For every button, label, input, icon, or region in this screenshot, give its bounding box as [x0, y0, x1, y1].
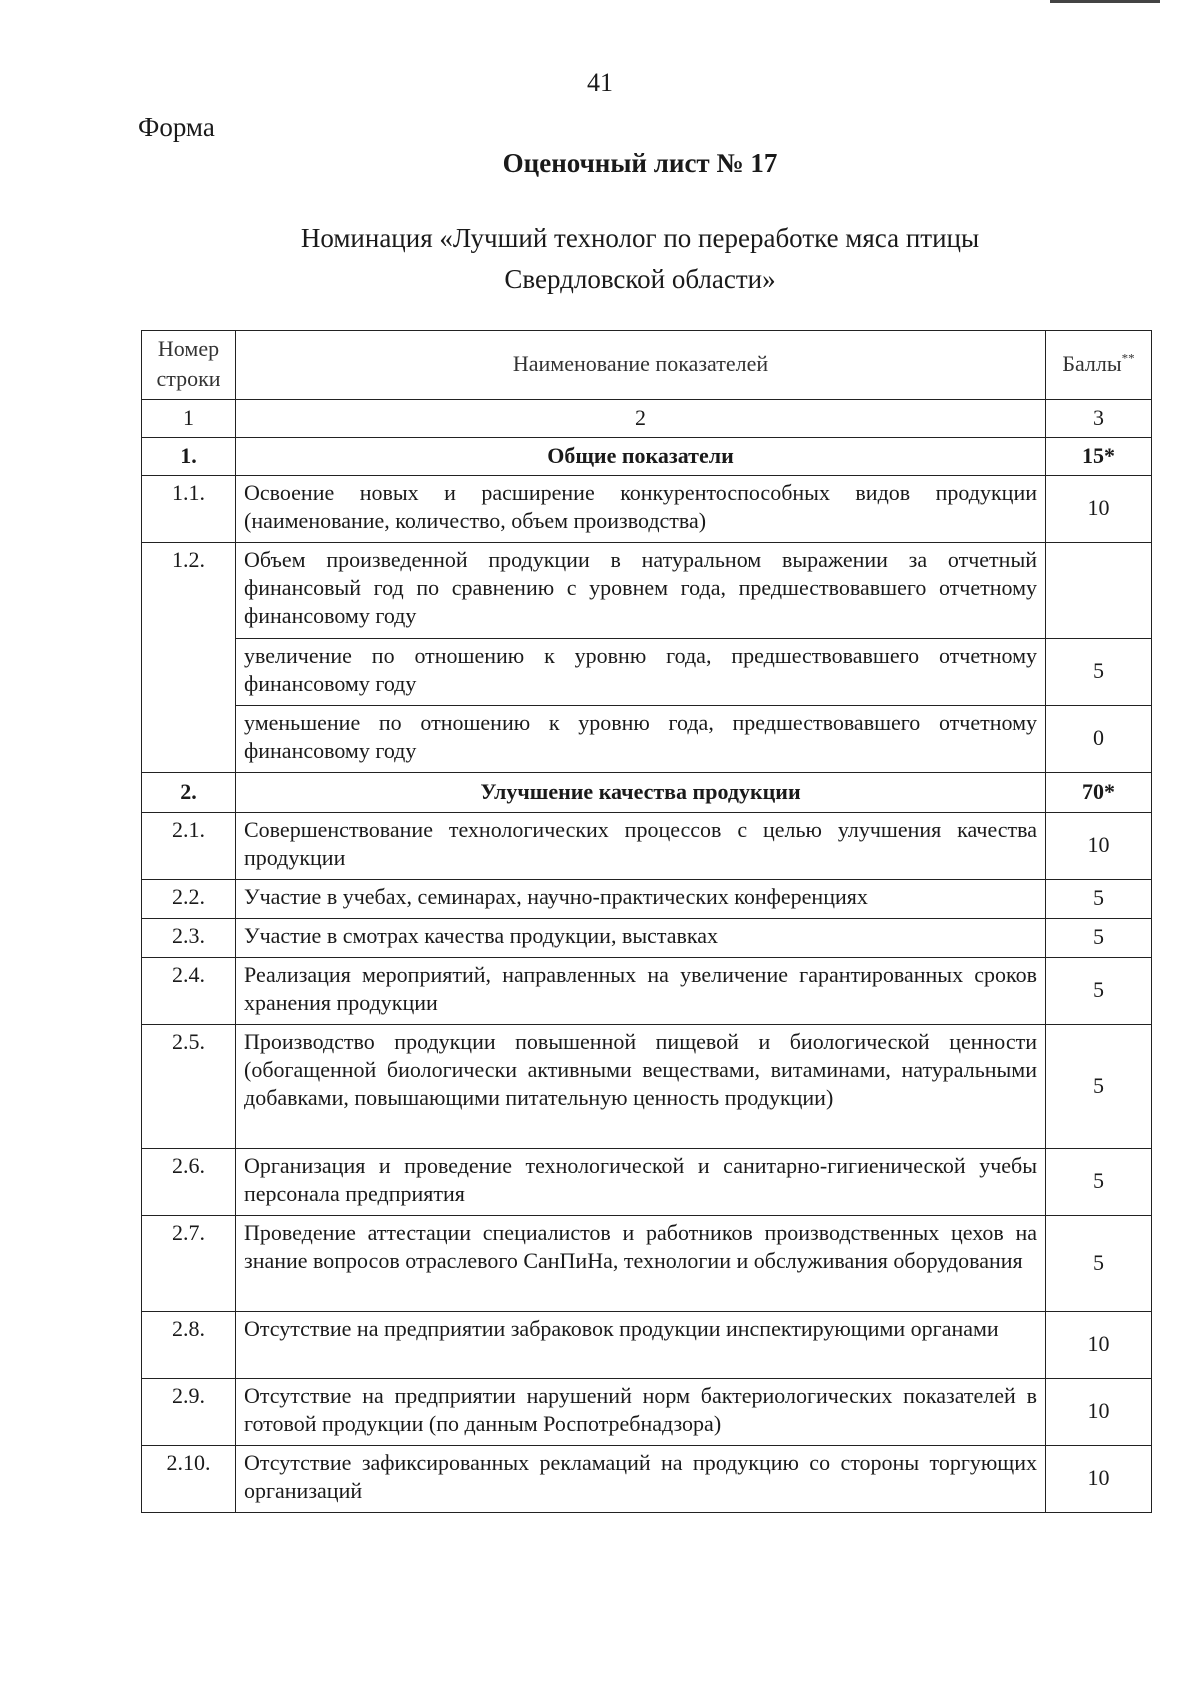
indicator-score: 5 [1046, 639, 1152, 706]
indicator-score: 10 [1046, 1312, 1152, 1379]
section-row [142, 438, 1152, 476]
indicator-name: Производство продукции повышенной пищевой и биологической ценности (обогащенной биологически активными веществами, витаминами, натуральными добавками, повышающими питательную ценность продукции) [236, 1025, 1046, 1149]
indicator-score: 0 [1046, 706, 1152, 773]
indicator-name: Участие в учебах, семинарах, научно-практических конференциях [236, 880, 1046, 919]
table-row [142, 919, 1152, 958]
row-number: 2.2. [142, 880, 236, 919]
column-index-row [142, 400, 1152, 438]
table-row [142, 1216, 1152, 1312]
indicator-score: 5 [1046, 958, 1152, 1025]
row-number: 2.10. [142, 1446, 236, 1513]
section-max-score: 15* [1046, 438, 1152, 476]
indicator-score: 10 [1046, 476, 1152, 543]
row-number: 1.2. [142, 543, 236, 773]
section-title: Общие показатели [236, 438, 1046, 476]
scan-edge-mark [1050, 0, 1160, 3]
table-row [142, 1312, 1152, 1379]
section-max-score: 70* [1046, 773, 1152, 813]
table-row [142, 880, 1152, 919]
indicator-option: увеличение по отношению к уровню года, предшествовавшего отчетному финансовому году [236, 639, 1046, 706]
row-number: 2.3. [142, 919, 236, 958]
indicator-name: Совершенствование технологических процессов с целью улучшения качества продукции [236, 813, 1046, 880]
header-row-number: Номер строки [142, 331, 236, 400]
indicator-score: 10 [1046, 813, 1152, 880]
column-index-2: 2 [236, 400, 1046, 438]
document-title: Оценочный лист № 17 [502, 148, 778, 178]
indicator-score-empty [1046, 543, 1152, 639]
section-number: 2. [142, 773, 236, 813]
row-number: 2.7. [142, 1216, 236, 1312]
header-score-label: Баллы [1062, 351, 1122, 376]
indicator-score: 10 [1046, 1446, 1152, 1513]
table-header-row [142, 331, 1152, 400]
header-score-footnote: ** [1121, 350, 1135, 366]
table-row [142, 813, 1152, 880]
indicator-name: Объем произведенной продукции в натуральном выражении за отчетный финансовый год по сравнению с уровнем года, предшествовавшего отчетному финансовому году [236, 543, 1046, 639]
nomination-heading [0, 218, 1200, 300]
row-number: 2.8. [142, 1312, 236, 1379]
indicator-name: Отсутствие на предприятии нарушений норм бактериологических показателей в готовой продукции (по данным Роспотребнадзора) [236, 1379, 1046, 1446]
table-row [142, 1446, 1152, 1513]
indicator-score: 5 [1046, 919, 1152, 958]
column-index-3: 3 [1046, 400, 1152, 438]
indicator-name: Реализация мероприятий, направленных на увеличение гарантированных сроков хранения продукции [236, 958, 1046, 1025]
header-indicator-name: Наименование показателей [236, 331, 1046, 400]
table-subrow [142, 639, 1152, 706]
score-table [141, 330, 1152, 1513]
indicator-name: Проведение аттестации специалистов и работников производственных цехов на знание вопросов отраслевого СанПиНа, технологии и обслуживания оборудования [236, 1216, 1046, 1312]
column-index-1: 1 [142, 400, 236, 438]
section-number: 1. [142, 438, 236, 476]
indicator-name: Отсутствие зафиксированных рекламаций на продукцию со стороны торгующих организаций [236, 1446, 1046, 1513]
row-number: 2.1. [142, 813, 236, 880]
indicator-name: Участие в смотрах качества продукции, выставках [236, 919, 1046, 958]
row-number: 2.6. [142, 1149, 236, 1216]
table-row [142, 543, 1152, 639]
section-title: Улучшение качества продукции [236, 773, 1046, 813]
indicator-name: Освоение новых и расширение конкурентоспособных видов продукции (наименование, количество, объем производства) [236, 476, 1046, 543]
indicator-name: Отсутствие на предприятии забраковок продукции инспектирующими органами [236, 1312, 1046, 1379]
indicator-score: 10 [1046, 1379, 1152, 1446]
indicator-name: Организация и проведение технологической и санитарно-гигиенической учебы персонала предприятия [236, 1149, 1046, 1216]
table-subrow [142, 706, 1152, 773]
row-number: 2.4. [142, 958, 236, 1025]
table-row [142, 1025, 1152, 1149]
indicator-option: уменьшение по отношению к уровню года, предшествовавшего отчетному финансовому году [236, 706, 1046, 773]
page-number: 41 [587, 68, 613, 97]
table-row [142, 1149, 1152, 1216]
nomination-line-1: Номинация «Лучший технолог по переработке мяса птицы [300, 223, 980, 253]
indicator-score: 5 [1046, 1216, 1152, 1312]
table-row [142, 958, 1152, 1025]
indicator-score: 5 [1046, 880, 1152, 919]
section-row [142, 773, 1152, 813]
table-row [142, 476, 1152, 543]
indicator-score: 5 [1046, 1025, 1152, 1149]
row-number: 1.1. [142, 476, 236, 543]
nomination-line-2: Свердловской области» [504, 264, 776, 294]
form-label: Форма [138, 112, 215, 142]
row-number: 2.9. [142, 1379, 236, 1446]
row-number: 2.5. [142, 1025, 236, 1149]
indicator-score: 5 [1046, 1149, 1152, 1216]
header-score [1046, 331, 1152, 400]
table-row [142, 1379, 1152, 1446]
